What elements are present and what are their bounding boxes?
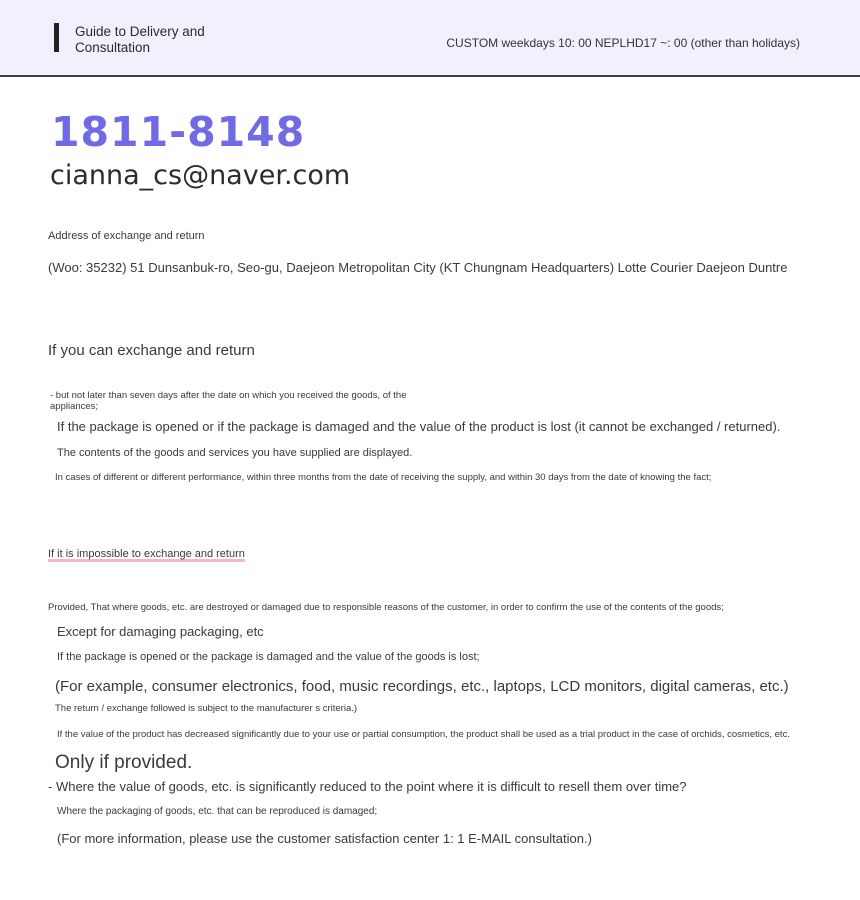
cannot-exchange-item: If the value of the product has decreased significantly due to your use or partial consumption, the product shall be used as a trial product in the case of orchids, cosmetics, etc. [57,729,790,740]
cannot-exchange-item: If the package is opened or the package is damaged and the value of the goods is lost; [57,651,480,663]
cannot-exchange-item: Where the packaging of goods, etc. that can be reproduced is damaged; [57,806,378,817]
address-label: Address of exchange and return [48,230,205,242]
email-address: cianna_cs@naver.com [50,160,351,191]
can-exchange-note: - but not later than seven days after the date on which you received the goods, of the appliances; [50,390,407,412]
header-accent-bar [54,23,59,52]
can-exchange-item: If the package is opened or if the package is damaged and the value of the product is lost (it cannot be exchanged / returned). [57,419,781,434]
business-hours: CUSTOM weekdays 10: 00 NEPLHD17 ~: 00 (other than holidays) [446,36,800,50]
cannot-exchange-item: Except for damaging packaging, etc [57,624,264,639]
cannot-exchange-item: Provided, That where goods, etc. are destroyed or damaged due to responsible reasons of the customer, in order to confirm the use of the contents of the goods; [48,602,724,613]
header-title: Guide to Delivery and Consultation [75,24,205,55]
phone-number: 1811-8148 [51,108,306,156]
cannot-exchange-item: The return / exchange followed is subject to the manufacturer s criteria.) [55,703,358,714]
header [0,0,860,77]
cannot-exchange-item: - Where the value of goods, etc. is significantly reduced to the point where it is difficult to resell them over time? [48,779,687,794]
address-value: (Woo: 35232) 51 Dunsanbuk-ro, Seo-gu, Daejeon Metropolitan City (KT Chungnam Headquarters) Lotte Courier Daejeon Duntre [48,260,788,275]
cannot-exchange-heading: If it is impossible to exchange and return [48,548,245,560]
cannot-exchange-example: (For example, consumer electronics, food, music recordings, etc., laptops, LCD monitors, digital cameras, etc.) [55,678,789,695]
can-exchange-item: The contents of the goods and services you have supplied are displayed. [57,447,413,459]
can-exchange-item: In cases of different or different performance, within three months from the date of receiving the supply, and within 30 days from the date of knowing the fact; [55,472,712,483]
cannot-exchange-emphasis: Only if provided. [55,752,193,773]
can-exchange-heading: If you can exchange and return [48,342,255,359]
consultation-note: (For more information, please use the customer satisfaction center 1: 1 E-MAIL consultation.) [57,831,592,846]
